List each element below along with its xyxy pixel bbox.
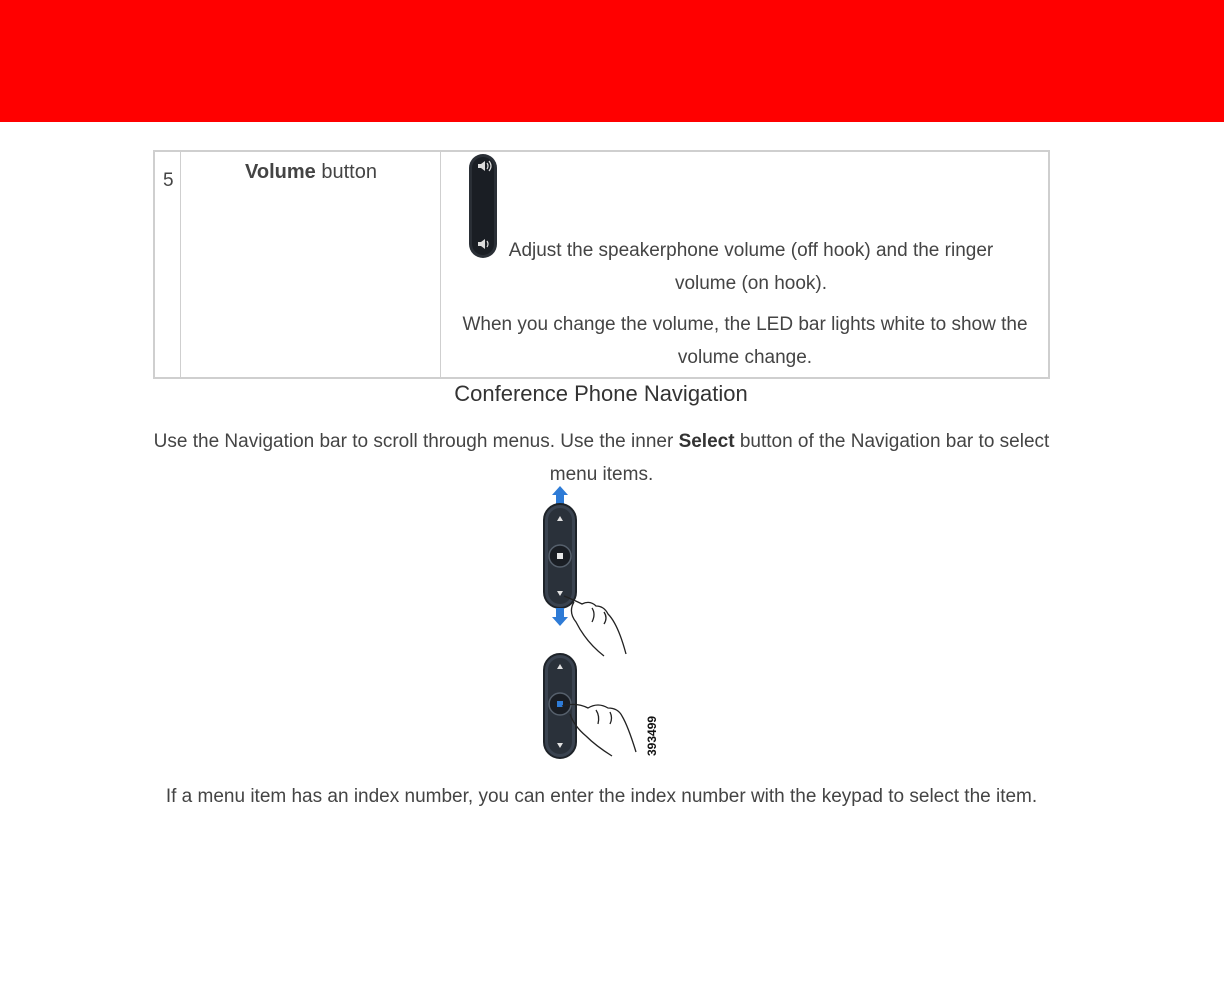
index-paragraph: If a menu item has an index number, you can enter the index number with the keypad to select the item.	[165, 786, 1038, 807]
para1-after: button of the Navigation bar to select menu items.	[549, 431, 1050, 485]
feature-name	[181, 161, 441, 184]
table-cell-description	[441, 152, 1048, 377]
feature-table	[153, 150, 1050, 379]
feature-name-bold: Volume	[245, 161, 316, 183]
row-number: 5	[163, 170, 174, 191]
up-arrow-icon	[552, 486, 568, 504]
select-bold: Select	[678, 431, 735, 452]
figure-id: 393499	[645, 715, 659, 756]
navigation-bar-select	[544, 654, 576, 758]
para1-before: Use the Navigation bar to scroll through menus. Use the inner	[153, 431, 679, 452]
navigation-paragraph	[153, 425, 1050, 491]
section-title: Conference Phone Navigation	[454, 381, 748, 406]
table-cell-name	[181, 152, 441, 377]
down-arrow-icon	[552, 608, 568, 626]
description-led: When you change the volume, the LED bar lights white to show the volume change.	[462, 314, 1028, 368]
hand-icon	[564, 596, 626, 656]
header-banner	[0, 0, 1224, 122]
description-volume: Adjust the speakerphone volume (off hook) and the ringer volume (on hook).	[508, 240, 994, 294]
navigation-bar-illustration	[530, 484, 670, 764]
feature-name-rest: button	[315, 161, 377, 183]
navigation-bar-scroll	[544, 504, 576, 608]
table-cell-number	[155, 152, 181, 377]
